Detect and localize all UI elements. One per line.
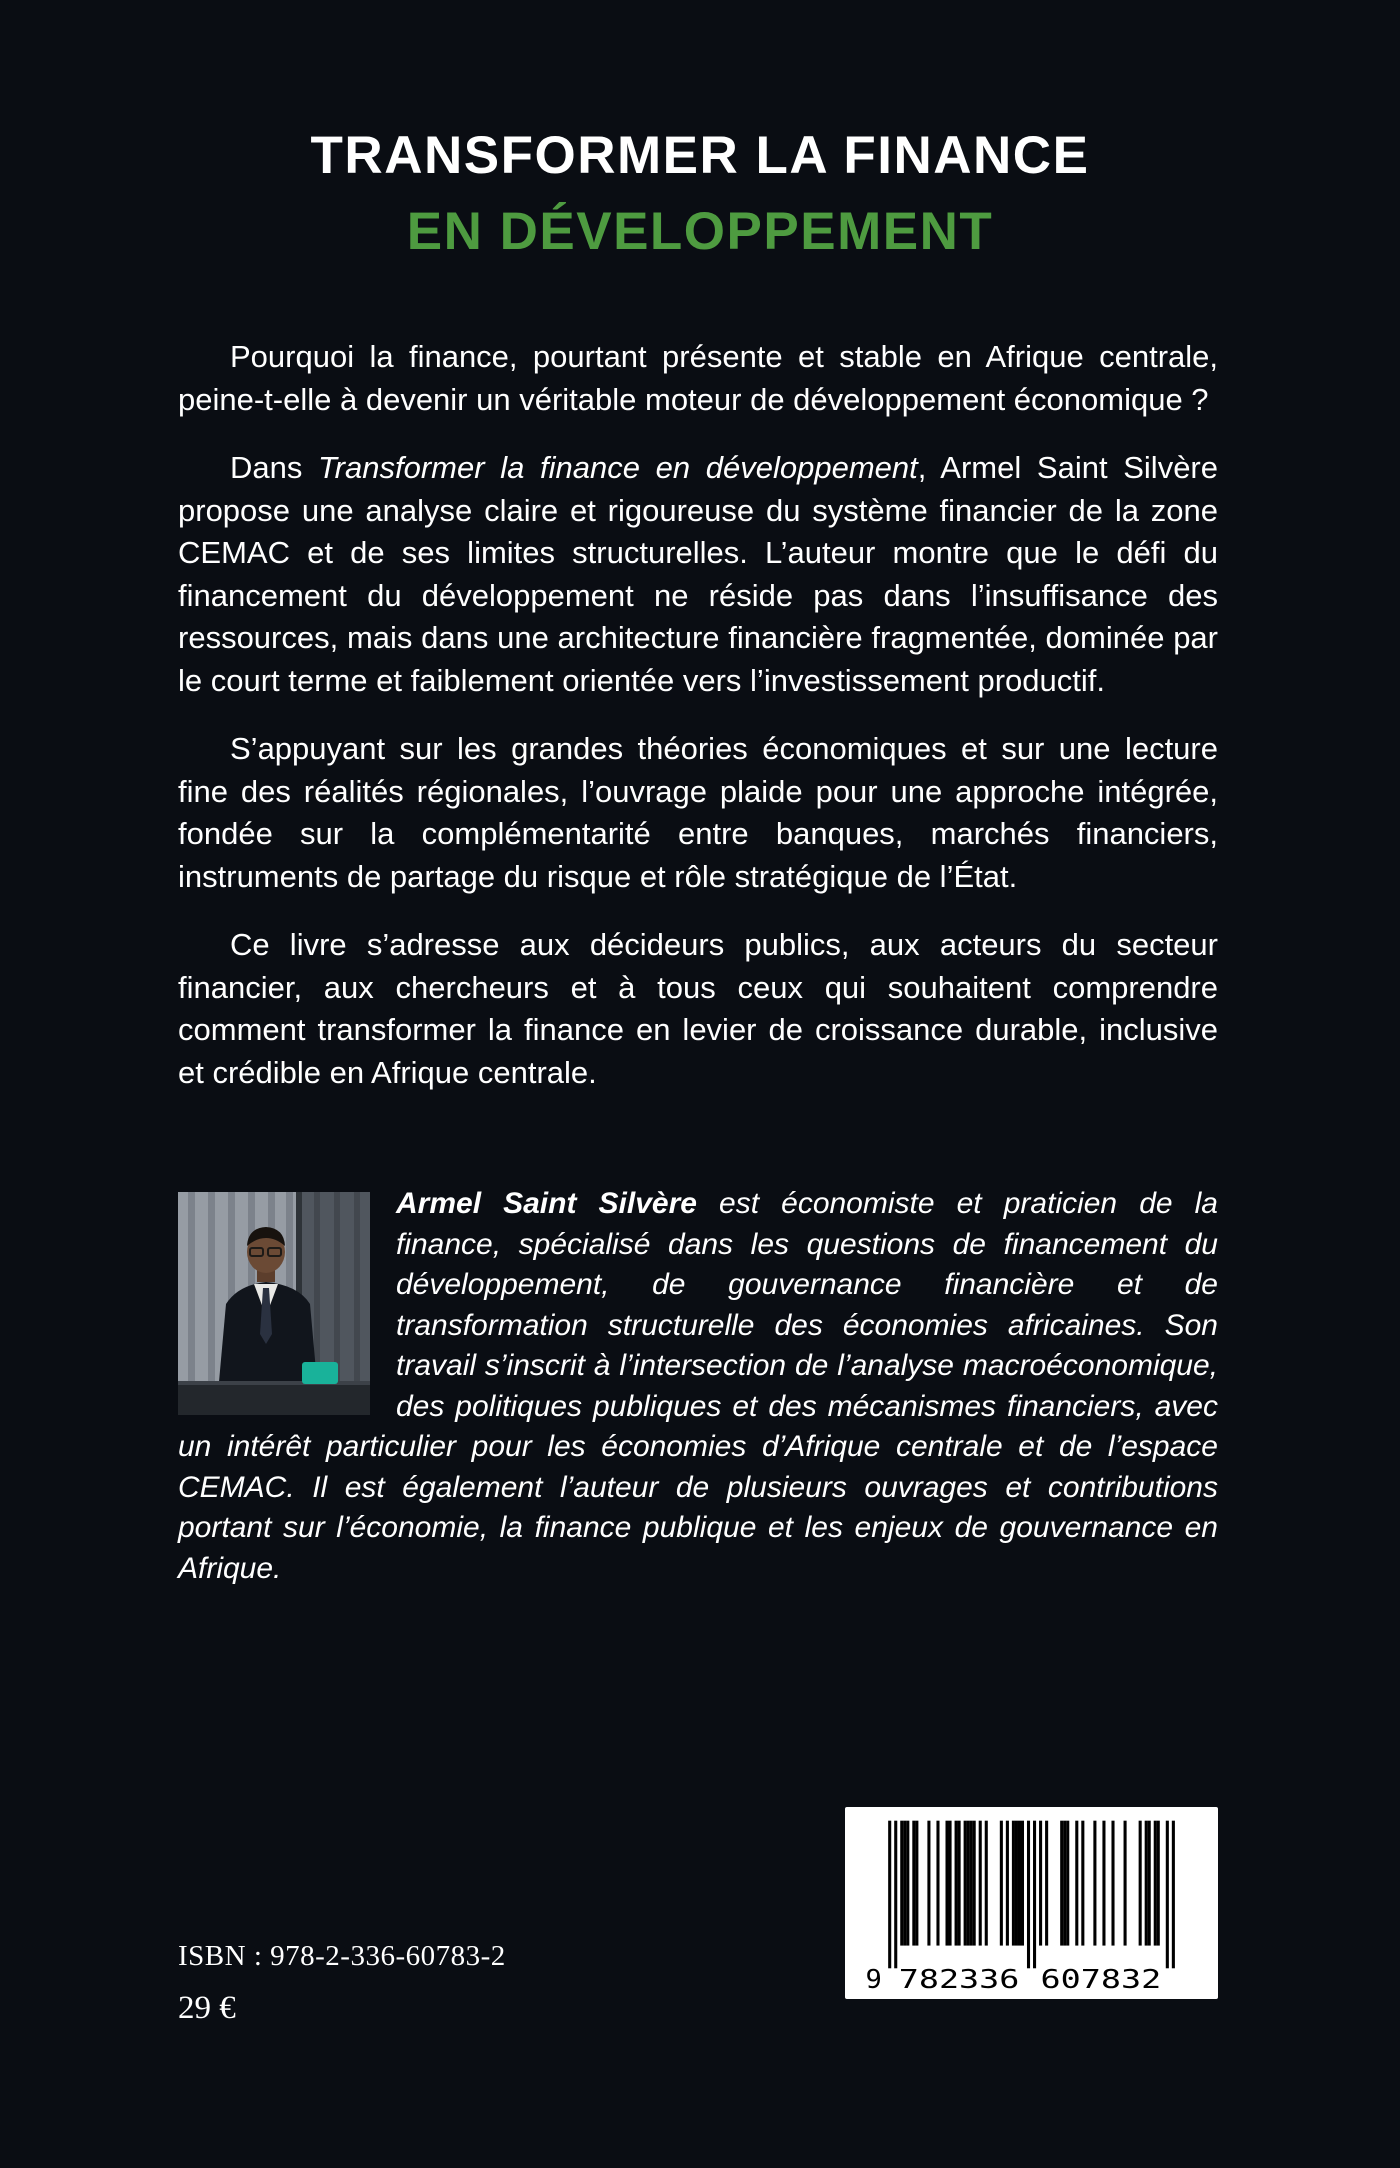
paragraph-2-book-title-italic: Transformer la finance en développement [318, 450, 918, 485]
synopsis-paragraph-4: Ce livre s’adresse aux décideurs publics, aux acteurs du secteur financier, aux chercheurs et à tous ceux qui souhaitent comprendre comment transformer la finance en levier de croissance durable, inclusive et crédible en Afrique centrale. [178, 927, 1218, 1090]
paragraph-2-lead: Dans [230, 450, 319, 485]
paragraph-2-rest: , Armel Saint Silvère propose une analyse claire et rigoureuse du système financier de la zone CEMAC et de ses limites structurelles. L’auteur montre que le défi du financement du développement ne réside pas dans l’insuffisance des ressources, mais dans une architecture financière fragmentée, dominée par le court terme et faiblement orientée vers l’investissement productif. [178, 450, 1218, 698]
synopsis [178, 336, 1218, 1589]
desk-object [302, 1362, 338, 1384]
synopsis-paragraph-2 [178, 447, 1218, 702]
synopsis-paragraph-3: S’appuyant sur les grandes théories économiques et sur une lecture fine des réalités régionales, l’ouvrage plaide pour une approche intégrée, fondée sur la complémentarité entre banques, marchés financiers, instruments de partage du risque et rôle stratégique de l’État. [178, 731, 1218, 894]
barcode-digit-first: 9 [865, 1965, 882, 1991]
synopsis-paragraph-1: Pourquoi la finance, pourtant présente et stable en Afrique centrale, peine-t-elle à devenir un véritable moteur de développement économique ? [178, 339, 1218, 417]
barcode-digits-left: 782336 [898, 1965, 1020, 1991]
author-bio-text: est économiste et praticien de la finance, spécialisé dans les questions de financement du développement, de gouvernance financière et de transformation structurelle des économies africaines. Son travail s’inscrit à l’intersection de l’analyse macroéconomique, des politiques publiques et des mécanismes financiers, avec un intérêt particulier pour les économies d’Afrique centrale et de l’espace CEMAC. Il est également l’auteur de plusieurs ouvrages et contributions portant sur l’économie, la finance publique et les enjeux de gouvernance en Afrique. [178, 1187, 1218, 1585]
author-photo [178, 1192, 370, 1415]
author-bio [178, 1184, 1218, 1589]
isbn-text: ISBN : 978-2-336-60783-2 [178, 1940, 506, 1972]
book-title [0, 0, 1400, 270]
desk [178, 1384, 370, 1415]
author-photo-illustration [178, 1192, 370, 1415]
book-title-line1: TRANSFORMER LA FINANCE [310, 126, 1090, 185]
barcode-digits-right: 607832 [1040, 1965, 1162, 1991]
price-text: 29 € [178, 1990, 236, 2026]
author-name: Armel Saint Silvère [396, 1187, 697, 1220]
book-title-line2: EN DÉVELOPPEMENT [406, 202, 994, 261]
barcode-svg [861, 1815, 1202, 1991]
barcode [845, 1807, 1218, 1999]
